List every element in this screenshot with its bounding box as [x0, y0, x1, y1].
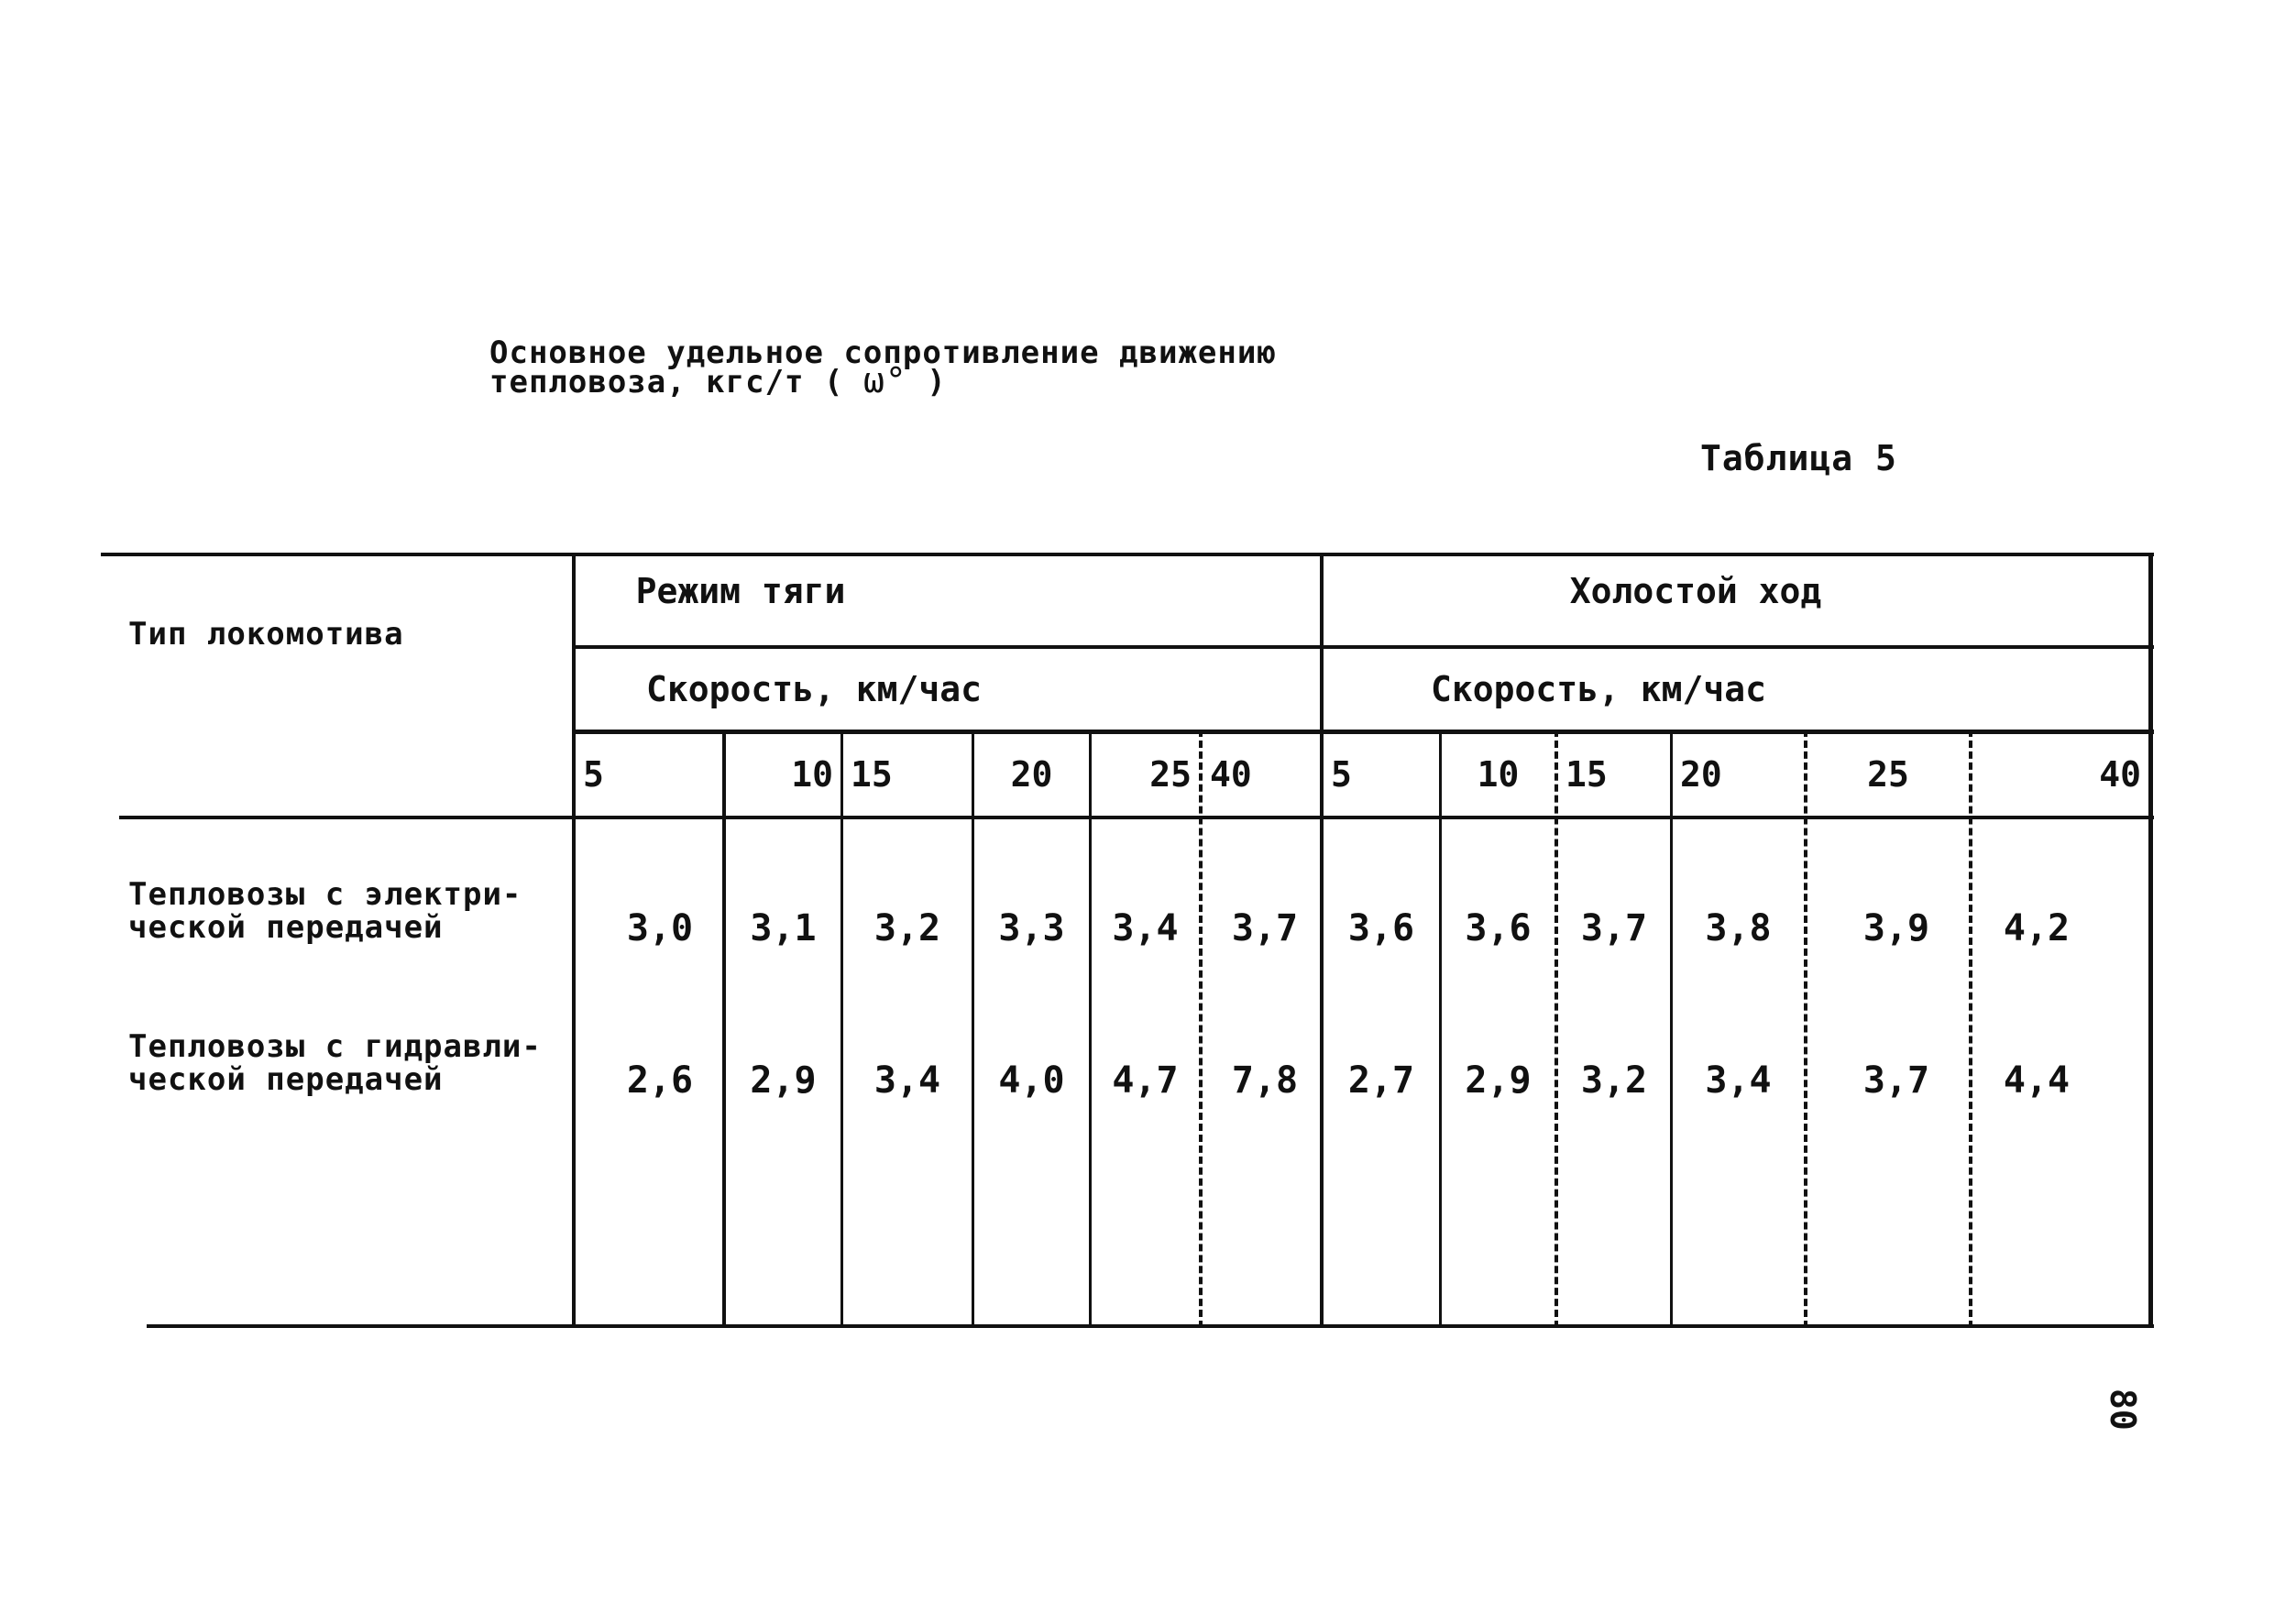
speed-col-header: 25 — [1867, 754, 1909, 795]
col-divider-dashed — [1554, 730, 1558, 1328]
title-line-2-text: тепловоза, кгс/т ( — [489, 364, 844, 401]
table-cell: 3,0 — [626, 907, 694, 949]
omega-symbol: ω° — [862, 360, 907, 401]
speed-col-header: 15 — [851, 754, 893, 795]
table-cell: 3,1 — [750, 907, 817, 949]
table-cell: 3,3 — [998, 907, 1065, 949]
table-cell: 4,4 — [2003, 1059, 2071, 1102]
speed-col-header: 20 — [1680, 754, 1722, 795]
page-number: 80 — [2103, 1388, 2143, 1431]
table-cell: 3,4 — [1112, 907, 1179, 949]
speed-col-header: 5 — [1331, 754, 1352, 795]
speed-col-header: 20 — [1010, 754, 1053, 795]
header-bottom-rule — [119, 816, 2154, 819]
title-line-1: Основное удельное сопротивление движению — [489, 335, 1277, 371]
speed-col-header: 15 — [1565, 754, 1608, 795]
row-label-line: ческой передачей — [128, 909, 444, 946]
table-cell: 3,2 — [1580, 1059, 1648, 1102]
col-divider — [840, 730, 843, 1328]
group-header-traction: Режим тяги — [635, 571, 846, 611]
table-cell: 3,7 — [1862, 1059, 1930, 1102]
table-label: Таблица 5 — [1700, 438, 1897, 478]
group-header-idle: Холостой ход — [1569, 571, 1822, 611]
speed-label-rule — [574, 730, 2154, 734]
col-divider-dashed — [1199, 730, 1203, 1328]
row-label-line: Тепловозы с гидравли- — [128, 1028, 542, 1065]
table-cell: 3,7 — [1580, 907, 1648, 949]
table-cell: 3,4 — [1705, 1059, 1772, 1102]
speed-col-header: 10 — [791, 754, 833, 795]
corner-header: Тип локомотива — [128, 616, 404, 653]
table-cell: 3,6 — [1465, 907, 1532, 949]
table-cell: 7,8 — [1231, 1059, 1299, 1102]
speed-label-traction: Скорость, км/час — [645, 669, 983, 709]
speed-col-header: 40 — [1210, 754, 1252, 795]
col-divider — [1439, 730, 1442, 1328]
table-cell: 4,0 — [998, 1059, 1065, 1102]
table-cell: 3,2 — [873, 907, 941, 949]
table-cell: 3,8 — [1705, 907, 1772, 949]
table-cell: 3,9 — [1862, 907, 1930, 949]
speed-col-header: 40 — [2099, 754, 2141, 795]
table-cell: 2,9 — [750, 1059, 817, 1102]
table-cell: 2,9 — [1465, 1059, 1532, 1102]
speed-col-header: 10 — [1477, 754, 1520, 795]
table-cell: 4,2 — [2003, 907, 2071, 949]
col-divider-dashed — [1969, 730, 1972, 1328]
row-label-hydraulic — [128, 1030, 542, 1096]
col-divider-dashed — [1804, 730, 1807, 1328]
title-line-2-end: ) — [927, 364, 947, 401]
table-cell: 2,7 — [1347, 1059, 1415, 1102]
row-label-electric — [128, 878, 522, 944]
row-label-line: Тепловозы с электри- — [128, 876, 522, 913]
table-cell: 3,7 — [1231, 907, 1299, 949]
table-cell: 4,7 — [1112, 1059, 1179, 1102]
table-cell: 2,6 — [626, 1059, 694, 1102]
speed-label-idle: Скорость, км/час — [1430, 669, 1767, 709]
speed-col-header: 25 — [1149, 754, 1192, 795]
col-divider — [972, 730, 974, 1328]
table-cell: 3,4 — [873, 1059, 941, 1102]
table-cell: 3,6 — [1347, 907, 1415, 949]
table-right-rule — [2148, 553, 2153, 1328]
speed-col-header: 5 — [583, 754, 604, 795]
col-divider — [722, 730, 726, 1328]
col-divider — [1089, 730, 1092, 1328]
row-label-line: ческой передачей — [128, 1061, 444, 1098]
table-bottom-rule — [147, 1324, 2154, 1328]
group-header-rule — [574, 645, 2154, 649]
col-divider — [1670, 730, 1673, 1328]
table-top-rule — [101, 553, 2154, 556]
